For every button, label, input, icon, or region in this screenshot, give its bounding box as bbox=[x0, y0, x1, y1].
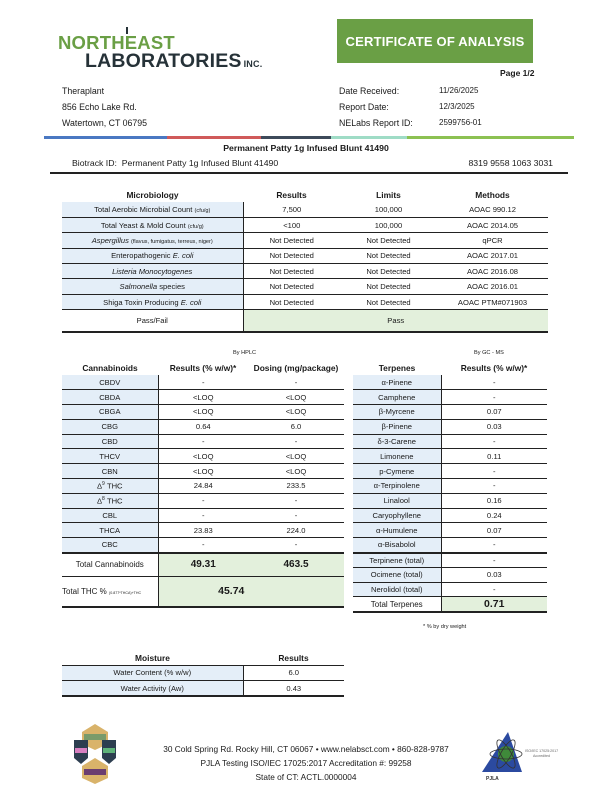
svg-text:Accredited: Accredited bbox=[533, 754, 550, 758]
col-header: Results bbox=[278, 653, 309, 664]
cannabinoids-table bbox=[62, 360, 344, 608]
table-row: CBGA <LOQ <LOQ bbox=[62, 405, 344, 420]
client-address1: 856 Echo Lake Rd. bbox=[62, 102, 137, 112]
table-row: α-Terpinolene - bbox=[353, 479, 547, 494]
svg-text:PJLA: PJLA bbox=[486, 776, 499, 782]
svg-text:ISO/IEC 17025:2017: ISO/IEC 17025:2017 bbox=[525, 749, 559, 753]
pass-fail-row bbox=[62, 310, 548, 332]
biotrack-row bbox=[52, 158, 567, 168]
client-info bbox=[62, 83, 147, 131]
table-row: α-Bisabolol - bbox=[353, 538, 547, 553]
footer-address: 30 Cold Spring Rd. Rocky Hill, CT 06067 • www.nelabsct.com • 860-828-9787 bbox=[163, 744, 449, 754]
logo-line2: LABORATORIES INC. bbox=[85, 50, 263, 72]
table-row: CBC - - bbox=[62, 538, 344, 553]
table-row: β-Pinene 0.03 bbox=[353, 419, 547, 434]
col-header: Limits bbox=[376, 190, 401, 200]
report-date-label: Report Date: bbox=[339, 102, 389, 112]
col-header: Results bbox=[276, 190, 307, 200]
table-row: Water Content (% w/w) 6.0 bbox=[62, 665, 344, 681]
table-row: β-Myrcene 0.07 bbox=[353, 405, 547, 420]
table-row: Linalool 0.16 bbox=[353, 493, 547, 508]
certificate-banner: CERTIFICATE OF ANALYSIS bbox=[337, 19, 533, 63]
col-header: Results (% w/w)* bbox=[460, 362, 528, 373]
pass-fail-value: Pass bbox=[243, 310, 548, 332]
pass-fail-label: Pass/Fail bbox=[62, 310, 243, 332]
table-row: p-Cymene - bbox=[353, 464, 547, 479]
table-row: Ocimene (total) 0.03 bbox=[353, 567, 547, 582]
report-meta bbox=[339, 83, 482, 131]
microbiology-table bbox=[62, 188, 548, 333]
col-header: Dosing (mg/package) bbox=[253, 362, 339, 373]
client-name: Theraplant bbox=[62, 86, 105, 96]
report-id-label: NELabs Report ID: bbox=[339, 118, 413, 128]
table-row: CBL - - bbox=[62, 508, 344, 523]
table-row: $\Delta^9$ THC 24.84 233.5 bbox=[62, 479, 344, 494]
table-row: THCA 23.83 224.0 bbox=[62, 523, 344, 538]
logo-line1: NORTHEAST bbox=[58, 32, 175, 53]
table-row: α-Humulene 0.07 bbox=[353, 523, 547, 538]
table-row: Enteropathogenic E. coli Not Detected Not Detected AOAC 2017.01 bbox=[62, 248, 548, 263]
table-row: Camphene - bbox=[353, 390, 547, 405]
table-row: Terpinene (total) - bbox=[353, 553, 547, 568]
date-received-label: Date Received: bbox=[339, 86, 400, 96]
table-row: Aspergillus (flavus, fumigatus, terreus, niger) Not Detected Not Detected qPCR bbox=[62, 233, 548, 248]
report-id-value: 2599756-01 bbox=[439, 118, 482, 127]
gcms-note: By GC - MS bbox=[474, 350, 504, 356]
table-row: α-Pinene - bbox=[353, 375, 547, 390]
table-row: $\Delta^8$ THC - - bbox=[62, 493, 344, 508]
table-row: CBG 0.64 6.0 bbox=[62, 419, 344, 434]
table-row: Limonene 0.11 bbox=[353, 449, 547, 464]
table-row: Water Activity (Aw) 0.43 bbox=[62, 681, 344, 697]
moisture-table bbox=[62, 652, 344, 697]
company-logo bbox=[58, 30, 263, 75]
biotrack-label: Biotrack ID: Permanent Patty 1g Infused Blunt 41490 bbox=[72, 158, 279, 168]
table-row: THCV <LOQ <LOQ bbox=[62, 449, 344, 464]
total-cannabinoids-row: Total Cannabinoids 49.31 463.5 bbox=[62, 553, 344, 577]
biotrack-id: 8319 9558 1063 3031 bbox=[468, 158, 553, 168]
col-header: Terpenes bbox=[378, 362, 416, 373]
table-row: CBD - - bbox=[62, 434, 344, 449]
table-row: Shiga Toxin Producing E. coli Not Detected Not Detected AOAC PTM#071903 bbox=[62, 294, 548, 309]
table-row: Total Aerobic Microbial Count (cfu/g) 7,500 100,000 AOAC 990.12 bbox=[62, 202, 548, 217]
color-divider bbox=[44, 136, 574, 139]
total-terpenes-row: Total Terpenes 0.71 bbox=[353, 597, 547, 612]
product-title: Permanent Patty 1g Infused Blunt 41490 bbox=[223, 143, 389, 153]
report-date-value: 12/3/2025 bbox=[439, 102, 475, 111]
col-header: Results (% w/w)* bbox=[169, 362, 237, 373]
col-header: Cannabinoids bbox=[82, 362, 138, 373]
col-header: Moisture bbox=[135, 653, 170, 664]
pjla-accreditation-logo-icon bbox=[478, 728, 570, 784]
table-row: Caryophyllene 0.24 bbox=[353, 508, 547, 523]
hplc-note: By HPLC bbox=[233, 350, 257, 356]
col-header: Microbiology bbox=[126, 190, 179, 200]
table-row: Listeria Monocytogenes Not Detected Not Detected AOAC 2016.08 bbox=[62, 264, 548, 279]
col-header: Methods bbox=[475, 190, 510, 200]
terpenes-table bbox=[353, 360, 547, 613]
divider bbox=[50, 172, 568, 174]
table-row: CBDV - - bbox=[62, 375, 344, 390]
total-thc-row: Total THC % (0.877*THCA)+THC 45.74 bbox=[62, 577, 344, 607]
table-row: CBN <LOQ <LOQ bbox=[62, 464, 344, 479]
footer-state-license: State of CT: ACTL.0000004 bbox=[255, 772, 357, 782]
date-received-value: 11/26/2025 bbox=[439, 86, 479, 95]
table-row: δ-3-Carene - bbox=[353, 434, 547, 449]
table-row: Salmonella species Not Detected Not Detected AOAC 2016.01 bbox=[62, 279, 548, 294]
table-row: Total Yeast & Mold Count (cfu/g) <100 100,000 AOAC 2014.05 bbox=[62, 217, 548, 232]
table-row: Nerolidol (total) - bbox=[353, 582, 547, 597]
table-row: CBDA <LOQ <LOQ bbox=[62, 390, 344, 405]
dry-weight-footnote: * % by dry weight bbox=[423, 624, 467, 630]
footer-accreditation: PJLA Testing ISO/IEC 17025:2017 Accreditation #: 99258 bbox=[200, 758, 412, 768]
client-address2: Watertown, CT 06795 bbox=[62, 118, 148, 128]
page-number: Page 1/2 bbox=[500, 68, 535, 78]
